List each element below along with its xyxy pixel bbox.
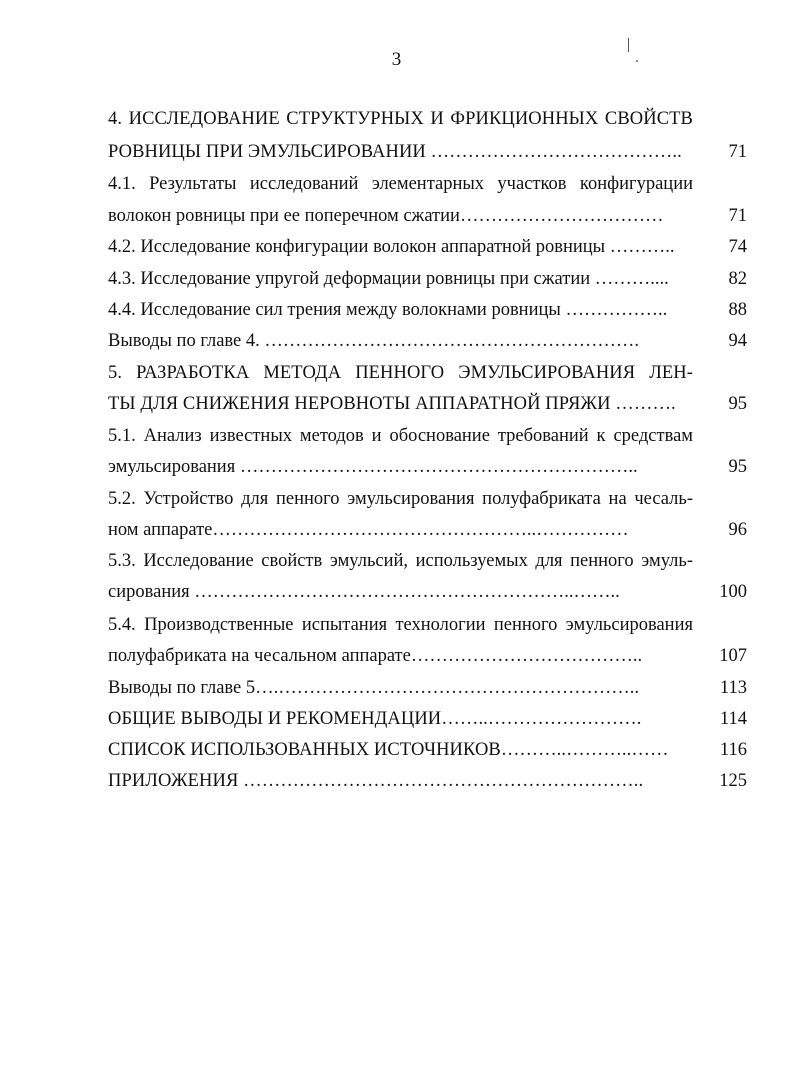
toc-entry-5-4-line-2: полуфабриката на чесальном аппарате……………………………….. bbox=[108, 646, 643, 666]
toc-entry-5-line-1: 5. РАЗРАБОТКА МЕТОДА ПЕННОГО ЭМУЛЬСИРОВАНИЯ ЛЕН- bbox=[108, 363, 693, 383]
toc-entry-references-page: 116 bbox=[719, 740, 747, 760]
toc-entry-4-1-line-1: 4.1. Результаты исследований элементарных участков конфигурации bbox=[108, 174, 693, 194]
toc-entry-conclusions-4: Выводы по главе 4. ……………………………………………………. bbox=[108, 331, 640, 351]
toc-entry-general-conclusions-page: 114 bbox=[719, 709, 747, 729]
toc-entry-conclusions-4-page: 94 bbox=[728, 331, 747, 351]
toc-entry-5-line-2: ТЫ ДЛЯ СНИЖЕНИЯ НЕРОВНОТЫ АППАРАТНОЙ ПРЯЖИ ………. bbox=[108, 394, 676, 414]
toc-entry-4-3-page: 82 bbox=[728, 269, 747, 289]
toc-entry-4-2: 4.2. Исследование конфигурации волокон аппаратной ровницы ……….. bbox=[108, 237, 675, 257]
toc-entry-references: СПИСОК ИСПОЛЬЗОВАННЫХ ИСТОЧНИКОВ………..………..…… bbox=[108, 740, 669, 760]
toc-entry-general-conclusions: ОБЩИЕ ВЫВОДЫ И РЕКОМЕНДАЦИИ……..……………………. bbox=[108, 709, 642, 729]
toc-entry-5-2-page: 96 bbox=[728, 520, 747, 540]
toc-entry-4-page: 71 bbox=[728, 142, 747, 162]
toc-entry-4-3: 4.3. Исследование упругой деформации ровницы при сжатии ……….... bbox=[108, 269, 669, 289]
toc-entry-5-3-line-2: сирования ……………………………………………………..…….. bbox=[108, 582, 620, 602]
toc-entry-5-3-line-1: 5.3. Исследование свойств эмульсий, используемых для пенного эмуль- bbox=[108, 551, 693, 571]
toc-entry-5-4-page: 107 bbox=[719, 646, 747, 666]
toc-entry-conclusions-5: Выводы по главе 5….………………………………………………….. bbox=[108, 678, 640, 698]
toc-entry-4-line-1: 4. ИССЛЕДОВАНИЕ СТРУКТУРНЫХ И ФРИКЦИОННЫХ СВОЙСТВ bbox=[108, 109, 693, 129]
toc-entry-appendices: ПРИЛОЖЕНИЯ ……………………………………………………….. bbox=[108, 771, 644, 791]
toc-entry-5-2-line-1: 5.2. Устройство для пенного эмульсирования полуфабриката на чесаль- bbox=[108, 489, 693, 509]
toc-entry-5-3-page: 100 bbox=[719, 582, 747, 602]
toc-entry-5-2-line-2: ном аппарате……………………………………………..…………… bbox=[108, 520, 629, 540]
toc-entry-4-1-line-2: волокон ровницы при ее поперечном сжатии…………………………… bbox=[108, 206, 664, 226]
toc-entry-conclusions-5-page: 113 bbox=[719, 678, 747, 698]
toc-entry-4-line-2: РОВНИЦЫ ПРИ ЭМУЛЬСИРОВАНИИ ………………………………….. bbox=[108, 142, 682, 162]
toc-entry-4-2-page: 74 bbox=[728, 237, 747, 257]
toc-entry-4-1-page: 71 bbox=[728, 206, 747, 226]
toc-entry-5-1-page: 95 bbox=[728, 457, 747, 477]
scan-artifact bbox=[628, 38, 629, 52]
toc-entry-5-1-line-2: эмульсирования ……………………………………………………….. bbox=[108, 457, 638, 477]
toc-entry-5-page: 95 bbox=[728, 394, 747, 414]
toc-entry-5-4-line-1: 5.4. Производственные испытания технологии пенного эмульсирования bbox=[108, 615, 693, 635]
toc-entry-4-4-page: 88 bbox=[728, 300, 747, 320]
scan-artifact-dot bbox=[636, 60, 638, 62]
toc-entry-appendices-page: 125 bbox=[719, 771, 747, 791]
toc-entry-4-4: 4.4. Исследование сил трения между волокнами ровницы …………….. bbox=[108, 300, 668, 320]
page-number: 3 bbox=[391, 49, 402, 70]
toc-entry-5-1-line-1: 5.1. Анализ известных методов и обоснование требований к средствам bbox=[108, 426, 693, 446]
